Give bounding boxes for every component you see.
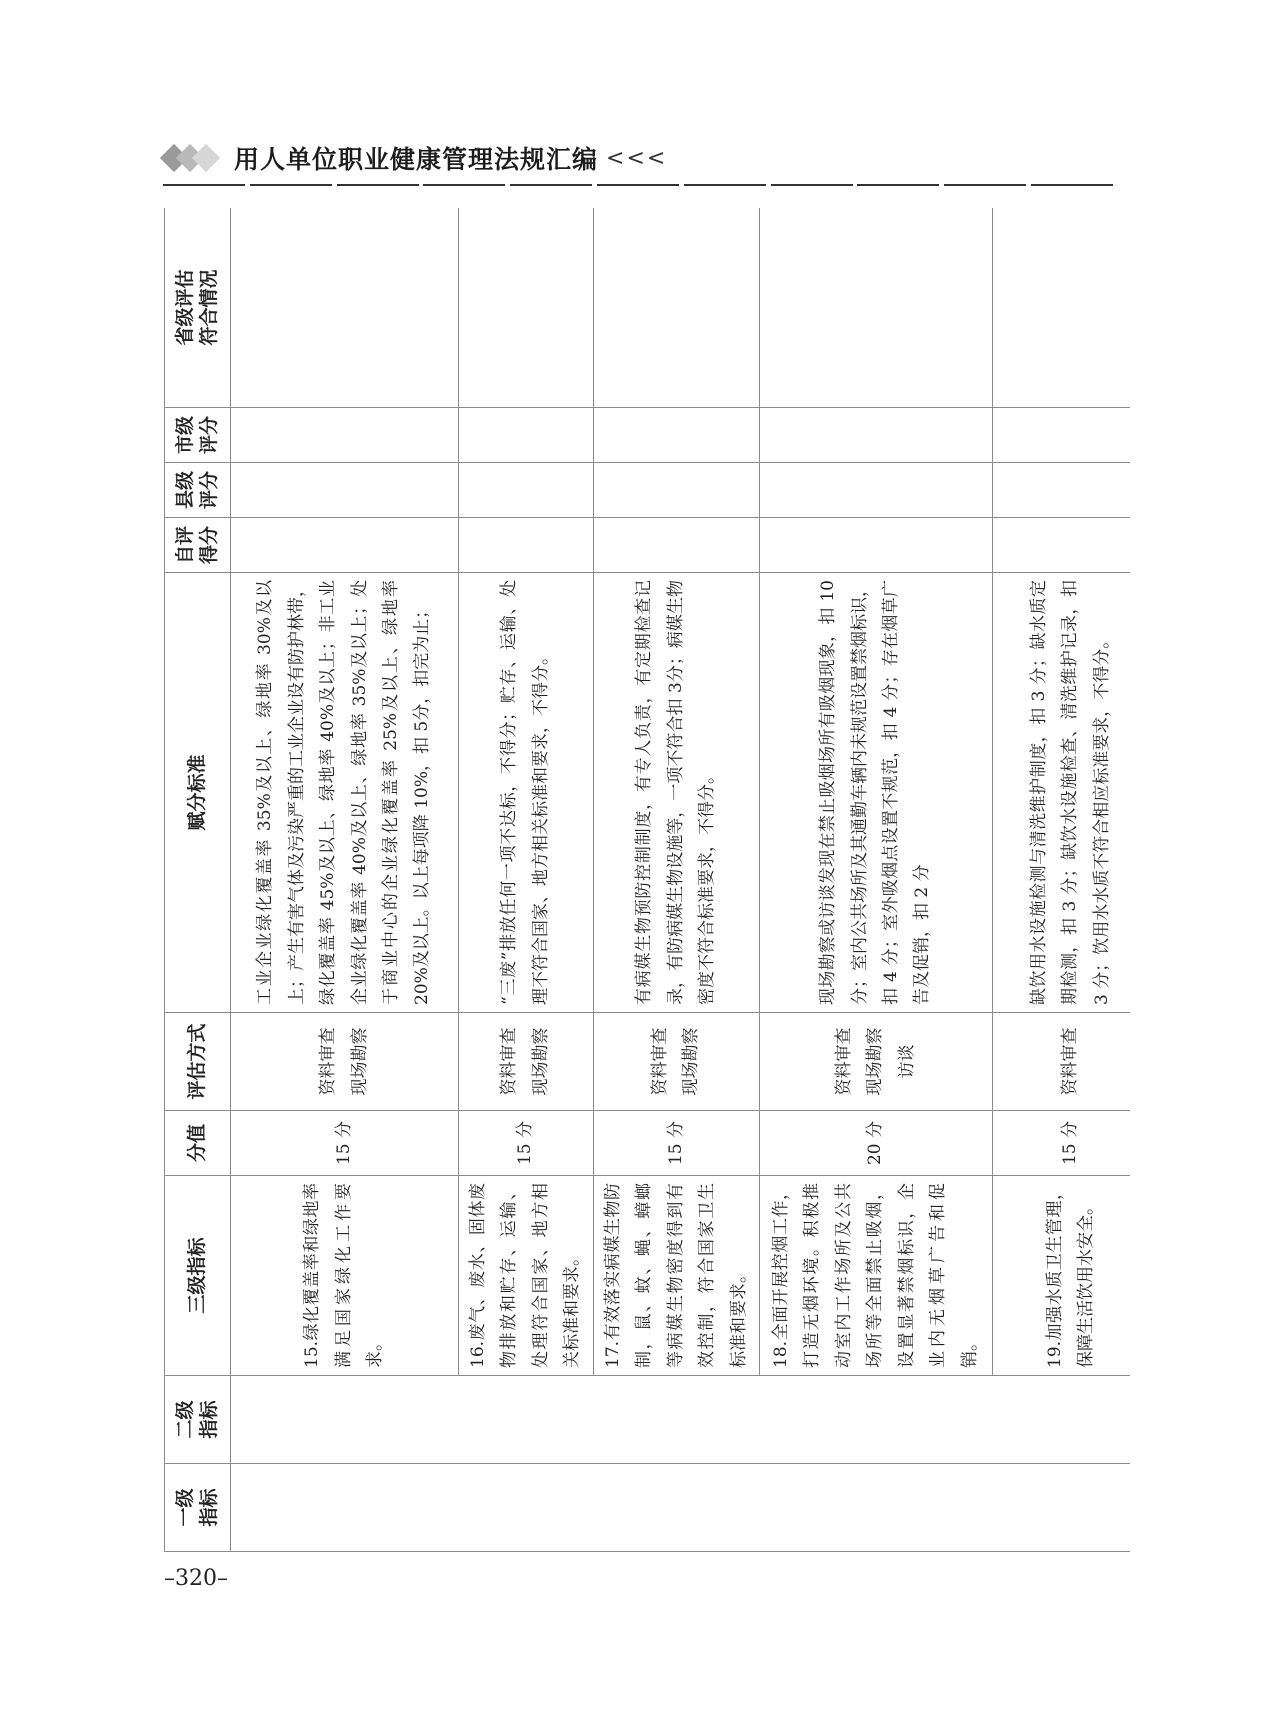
criteria-cell: 有病媒生物预防控制制度，有专人负责，有定期检查记录，有防病媒生物设施等，一项不符合扣 3分；病媒生物密度不符合标准要求，不得分。: [593, 573, 759, 1013]
diamond-ornament-icon: [160, 143, 226, 173]
col-county-score: 县级 评分: [165, 463, 231, 518]
county-score-cell: [231, 463, 459, 518]
table-header-row: [165, 208, 231, 1552]
method-cell: 资料审查 现场勘察: [459, 1013, 594, 1111]
col-method: 评估方式: [165, 1013, 231, 1111]
table-row: [759, 208, 992, 1552]
city-score-cell: [759, 408, 992, 463]
county-score-cell: [992, 463, 1130, 518]
county-score-cell: [593, 463, 759, 518]
col-self-score: 自评 得分: [165, 518, 231, 573]
city-score-cell: [992, 408, 1130, 463]
self-score-cell: [992, 518, 1130, 573]
col-city-score: 市级 评分: [165, 408, 231, 463]
city-score-cell: [231, 408, 459, 463]
province-assessment-cell: [593, 208, 759, 408]
table-row: [231, 208, 459, 1552]
province-assessment-cell: [992, 208, 1130, 408]
chevrons-icon: <<<: [606, 145, 668, 171]
county-score-cell: [459, 463, 594, 518]
indicator-cell: 19.加强水质卫生管理，保障生活饮用水安全。: [992, 1176, 1130, 1376]
criteria-cell: 工业企业绿化覆盖率 35%及以上、绿地率 30%及以上；产生有害气体及污染严重的工业企业设有防护林带，绿化覆盖率 45%及以上、绿地率 40%及以上；非工业企业绿化覆盖率 40%及以上、绿地率 35%及以上；处于商业中心的企业绿化覆盖率 25%及以上、绿地率 20%及以上。以上每项降 10%，扣 5分，扣完为止；: [231, 573, 459, 1013]
criteria-cell: 现场勘察或访谈发现在禁止吸烟场所有吸烟现象，扣 10 分；室内公共场所及其通勤车辆内未规范设置禁烟标识，扣 4 分；室外吸烟点设置不规范，扣 4 分；存在烟草广告及促销，扣 2 分: [759, 573, 992, 1013]
table-row: [593, 208, 759, 1552]
col-level1: 一级 指标: [165, 1464, 231, 1552]
points-cell: 15 分: [231, 1111, 459, 1176]
criteria-cell: 缺饮用水设施检测与清洗维护制度，扣 3 分；缺水质定期检测，扣 3 分；缺饮水设施检查、清洗维护记录，扣 3 分；饮用水水质不符合相应标准要求，不得分。: [992, 573, 1130, 1013]
method-cell: 资料审查 现场勘察: [231, 1013, 459, 1111]
table-row: [459, 208, 594, 1552]
points-cell: 20 分: [759, 1111, 992, 1176]
points-cell: 15 分: [992, 1111, 1130, 1176]
table-row: [992, 208, 1130, 1552]
col-criteria: 赋分标准: [165, 573, 231, 1013]
method-cell: 资料审查 现场勘察: [593, 1013, 759, 1111]
points-cell: 15 分: [593, 1111, 759, 1176]
evaluation-table-frame: [164, 208, 1130, 1552]
indicator-cell: 15.绿化覆盖率和绿地率满足国家绿化工作要求。: [231, 1176, 459, 1376]
self-score-cell: [231, 518, 459, 573]
level2-cell: [231, 1376, 1131, 1464]
county-score-cell: [759, 463, 992, 518]
col-points: 分值: [165, 1111, 231, 1176]
criteria-cell: “三废”排放任何一项不达标，不得分；贮存、运输、处理不符合国家、地方相关标准和要求，不得分。: [459, 573, 594, 1013]
self-score-cell: [759, 518, 992, 573]
col-level2: 二级 指标: [165, 1376, 231, 1464]
col-province-assessment: 省级评估 符合情况: [165, 208, 231, 408]
city-score-cell: [459, 408, 594, 463]
col-level3: 三级指标: [165, 1176, 231, 1376]
city-score-cell: [593, 408, 759, 463]
indicator-cell: 18.全面开展控烟工作，打造无烟环境。积极推动室内工作场所及公共场所等全面禁止吸烟，设置显著禁烟标识，企业内无烟草广告和促销。: [759, 1176, 992, 1376]
province-assessment-cell: [231, 208, 459, 408]
self-score-cell: [593, 518, 759, 573]
indicator-cell: 17.有效落实病媒生物防制，鼠、蚊、蝇、蟑螂等病媒生物密度得到有效控制，符合国家卫生标准和要求。: [593, 1176, 759, 1376]
indicator-cell: 16.废气、废水、固体废物排放和贮存、运输、处理符合国家、地方相关标准和要求。: [459, 1176, 594, 1376]
method-cell: 资料审查: [992, 1013, 1130, 1111]
points-cell: 15 分: [459, 1111, 594, 1176]
evaluation-table: [164, 208, 1130, 1552]
running-header: [160, 138, 667, 178]
method-cell: 资料审查 现场勘察 访谈: [759, 1013, 992, 1111]
province-assessment-cell: [759, 208, 992, 408]
book-title: 用人单位职业健康管理法规汇编: [234, 145, 599, 174]
header-rule: [163, 184, 1113, 186]
page-number: –320–: [164, 1566, 228, 1591]
level1-cell: [231, 1464, 1131, 1552]
self-score-cell: [459, 518, 594, 573]
province-assessment-cell: [459, 208, 594, 408]
